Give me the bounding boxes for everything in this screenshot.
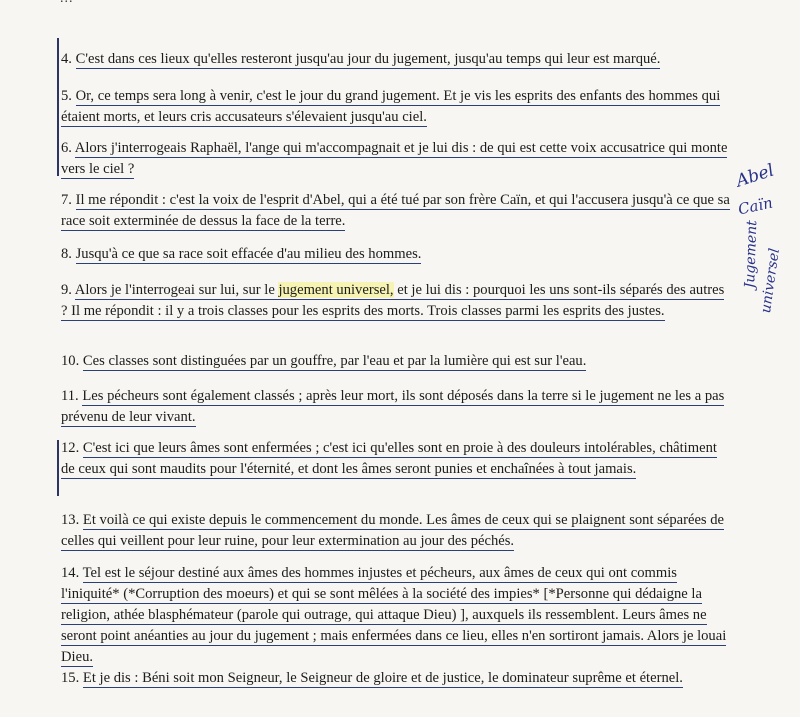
paragraph-13-text: Et voilà ce qui existe depuis le commencement du monde. Les âmes de ceux qui se plaignent sont séparées de celles qui veillent pour leur ruine, pour leur extermination au jour des péchés. <box>61 512 725 549</box>
paragraph-15: 15. Et je dis : Béni soit mon Seigneur, le Seigneur de gloire et de justice, le dominateur suprême et éternel. <box>61 670 683 686</box>
paragraph-14: 14. Tel est le séjour destiné aux âmes des hommes injustes et pécheurs, aux âmes de ceux qui ont commis l'iniquité* (*Corruption des moeurs) et qui se sont mêlées à la société des impies* [*Personne qui dédaigne la religion, athée blasphémateur (parole qui outrage, qui attaque Dieu) ], auxquels ils ressemblent. Leurs âmes ne seront point anéanties au jour du jugement ; mais enfermées dans ce lieu, elles n'en sortiront jamais. Alors je louai Dieu. <box>61 565 727 665</box>
paragraph-8: 8. Jusqu'à ce que sa race soit effacée d'au milieu des hommes. <box>61 246 422 262</box>
paragraph-11: 11. Les pécheurs sont également classés ; après leur mort, ils sont déposés dans la terre si le jugement ne les a pas prévenu de leur vivant. <box>61 388 725 425</box>
margin-line-top <box>57 38 59 176</box>
margin-line-middle <box>57 440 59 496</box>
paragraph-12: 12. C'est ici que leurs âmes sont enfermées ; c'est ici qu'elles sont en proie à des douleurs intolérables, châtiment de ceux qui sont maudits pour l'éternité, et dont les âmes seront punies et enchaînées à tout jamais. <box>61 440 717 477</box>
highlight-jugement-universel: jugement universel, <box>278 282 394 298</box>
paragraph-9: 9. Alors je l'interrogeai sur lui, sur le jugement universel, et je lui dis : pourquoi les uns sont-ils séparés des autres ? Il me répondit : il y a trois classes pour les esprits des morts. Trois classes parmi les esprits des justes. <box>61 282 725 319</box>
paragraph-6: 6. Alors j'interrogeais Raphaël, l'ange qui m'accompagnait et je lui dis : de qui est cette voix accusatrice qui monte vers le ciel ? <box>61 140 728 177</box>
paragraph-6-text: Alors j'interrogeais Raphaël, l'ange qui m'accompagnait et je lui dis : de qui est cette voix accusatrice qui monte vers le ciel ? <box>61 140 728 177</box>
paragraph-15-text: Et je dis : Béni soit mon Seigneur, le Seigneur de gloire et de justice, le dominateur suprême et éternel. <box>82 670 683 686</box>
paragraph-9-text-start: Alors je l'interrogeai sur lui, sur le <box>74 282 279 298</box>
paragraph-9-text-end: et je lui dis : pourquoi les uns sont-ils séparés des autres ? Il me répondit : il y a trois classes pour les esprits des morts. Trois classes parmi les esprits des justes. <box>61 282 725 319</box>
paragraph-5-text: Or, ce temps sera long à venir, c'est le jour du grand jugement. Et je vis les esprits des enfants des hommes qui étaient morts, et leurs cris accusateurs s'élevaient jusqu'au ciel. <box>61 88 721 125</box>
margin-note-jugement: Jugement <box>742 219 761 289</box>
paragraph-5: 5. Or, ce temps sera long à venir, c'est le jour du grand jugement. Et je vis les esprits des enfants des hommes qui étaient morts, et leurs cris accusateurs s'élevaient jusqu'au ciel. <box>61 88 721 125</box>
margin-note-abel: Abel <box>733 160 777 192</box>
paragraph-11-text: Les pécheurs sont également classés ; après leur mort, ils sont déposés dans la terre si le jugement ne les a pas prévenu de leur vivant. <box>61 388 725 425</box>
paragraph-13: 13. Et voilà ce qui existe depuis le commencement du monde. Les âmes de ceux qui se plaignent sont séparées de celles qui veillent pour leur ruine, pour leur extermination au jour des péchés. <box>61 512 725 549</box>
paragraph-12-text: C'est ici que leurs âmes sont enfermées ; c'est ici qu'elles sont en proie à des douleurs intolérables, châtiment de ceux qui sont maudits pour l'éternité, et dont les âmes seront punies et enchaînées à tout jamais. <box>61 440 717 477</box>
paragraph-10: 10. Ces classes sont distinguées par un gouffre, par l'eau et par la lumière qui est sur l'eau. <box>61 353 587 369</box>
margin-note-universel: universel <box>758 247 783 315</box>
paragraph-8-text: Jusqu'à ce que sa race soit effacée d'au milieu des hommes. <box>75 246 422 262</box>
paragraph-14-text: Tel est le séjour destiné aux âmes des hommes injustes et pécheurs, aux âmes de ceux qui ont commis l'iniquité* (*Corruption des moeurs) et qui se sont mêlées à la société des impies* [*Personne qui dédaigne la religion, athée blasphémateur (parole qui outrage, qui attaque Dieu) ], auxquels ils ressemblent. Leurs âmes ne seront point anéanties au jour du jugement ; mais enfermées dans ce lieu, elles n'en sortiront jamais. Alors je louai Dieu. <box>61 565 727 665</box>
paragraph-10-text: Ces classes sont distinguées par un gouffre, par l'eau et par la lumière qui est sur l'eau. <box>82 353 587 369</box>
paragraph-7-text: Il me répondit : c'est la voix de l'esprit d'Abel, qui a été tué par son frère Caïn, et qui l'accusera jusqu'à ce que sa race soit exterminée de dessus la face de la terre. <box>61 192 730 229</box>
paragraph-4-text: C'est dans ces lieux qu'elles resteront jusqu'au jour du jugement, jusqu'au temps qui leur est marqué. <box>75 51 661 67</box>
paragraph-4: 4. C'est dans ces lieux qu'elles resteront jusqu'au jour du jugement, jusqu'au temps qui leur est marqué. <box>61 51 661 67</box>
paragraph-7: 7. Il me répondit : c'est la voix de l'esprit d'Abel, qui a été tué par son frère Caïn, et qui l'accusera jusqu'à ce que sa race soit exterminée de dessus la face de la terre. <box>61 192 730 229</box>
cut-header <box>60 0 74 7</box>
margin-note-cain: Caïn <box>736 193 775 219</box>
